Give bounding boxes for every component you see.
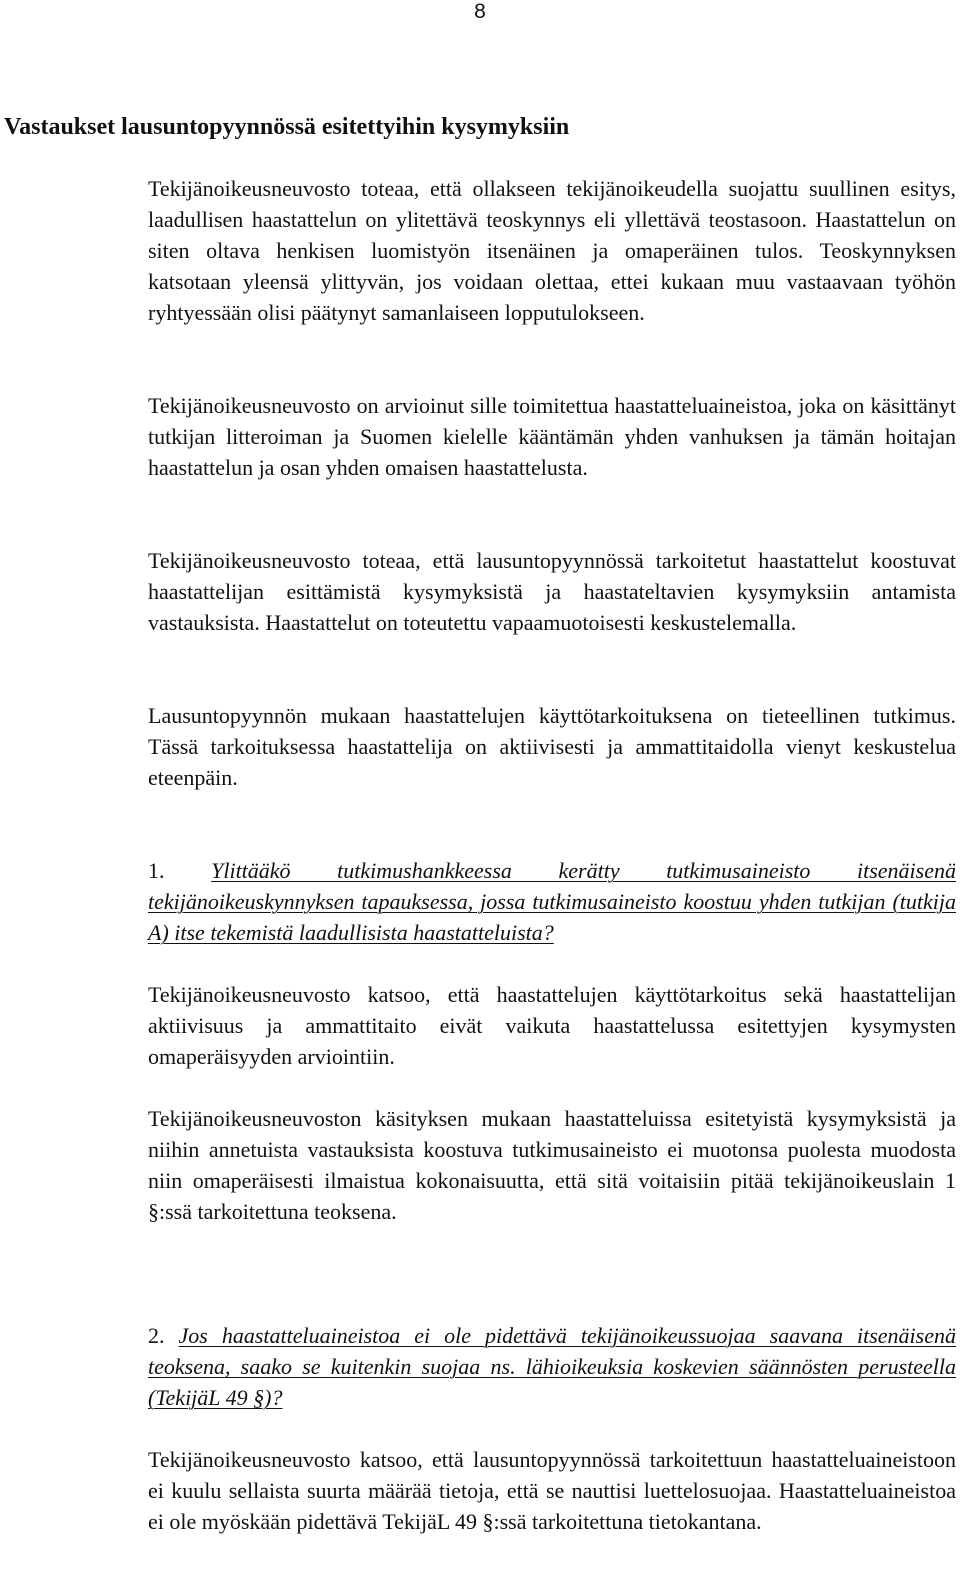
paragraph-luettelosuoja: Tekijänoikeusneuvosto katsoo, että lausuntopyynnössä tarkoitettuun haastatteluaineistoon ei kuulu sellaista suurta määrää tietoja, että se nauttisi luettelosuojaa. Haastatteluaineistoa ei ole myöskään pidettävä TekijäL 49 §:ssä tarkoitettuna tietokantana. bbox=[148, 1447, 956, 1534]
paragraph-arviointi: Tekijänoikeusneuvosto katsoo, että haastattelujen käyttötarkoitus sekä haastattelijan aktiivisuus ja ammattitaito eivät vaikuta haastattelussa esitettyjen kysymysten omaperäisyyden arviointiin. bbox=[148, 982, 956, 1069]
question-1-number: 1. bbox=[148, 858, 165, 883]
paragraph-kasitys: Tekijänoikeusneuvoston käsityksen mukaan haastatteluissa esitetyistä kysymyksistä ja niihin annetuista vastauksista koostuva tutkimusaineisto ei muotonsa puolesta muodosta niin omaperäisesti ilmaistua kokonaisuutta, että sitä voitaisiin pitää tekijänoikeuslain 1 §:ssä tarkoitettuna teoksena. bbox=[148, 1106, 956, 1224]
page-number: 8 bbox=[474, 0, 486, 23]
question-1 bbox=[148, 855, 956, 948]
paragraph-arvioitu-aineisto: Tekijänoikeusneuvosto on arvioinut sille toimitettua haastatteluaineistoa, joka on käsittänyt tutkijan litteroiman ja Suomen kielelle kääntämän yhden vanhuksen ja tämän hoitajan haastattelun ja osan yhden omaisen haastattelusta. bbox=[148, 393, 956, 480]
paragraph-haastattelujen-rakenne: Tekijänoikeusneuvosto toteaa, että lausuntopyynnössä tarkoitetut haastattelut koostuvat haastattelijan esittämistä kysymyksistä ja haastateltavien kysymyksiin antamista vastauksista. Haastattelut on toteutettu vapaamuotoisesti keskustelemalla. bbox=[148, 548, 956, 635]
paragraph-teoskynnys: Tekijänoikeusneuvosto toteaa, että ollakseen tekijänoikeudella suojattu suullinen esitys, laadullisen haastattelun on ylitettävä teoskynnys eli yllettävä teostasoon. Haastattelun on siten oltava henkisen luomistyön itsenäinen ja omaperäinen tulos. Teoskynnyksen katsotaan yleensä ylittyvän, jos voidaan olettaa, ettei kukaan muu vastaavaan työhön ryhtyessään olisi päätynyt samanlaiseen lopputulokseen. bbox=[148, 176, 956, 325]
section-heading: Vastaukset lausuntopyynnössä esitettyihin kysymyksiin bbox=[4, 114, 570, 140]
question-2 bbox=[148, 1320, 956, 1413]
question-1-text: Ylittääkö tutkimushankkeessa kerätty tutkimusaineisto itsenäisenä tekijänoikeuskynnyksen tapauksessa, jossa tutkimusaineisto koostuu yhden tutkijan (tutkija A) itse tekemistä laadullisista haastatteluista? bbox=[148, 858, 956, 945]
question-2-number: 2. bbox=[148, 1323, 165, 1348]
paragraph-kayttotarkoitus: Lausuntopyynnön mukaan haastattelujen käyttötarkoituksena on tieteellinen tutkimus. Tässä tarkoituksessa haastattelija on aktiivisesti ja ammattitaidolla vienyt keskustelua eteenpäin. bbox=[148, 703, 956, 790]
question-2-text: Jos haastatteluaineistoa ei ole pidettävä tekijänoikeussuojaa saavana itsenäisenä teoksena, saako se kuitenkin suojaa ns. lähioikeuksia koskevien säännösten perusteella (TekijäL 49 §)? bbox=[148, 1323, 956, 1410]
